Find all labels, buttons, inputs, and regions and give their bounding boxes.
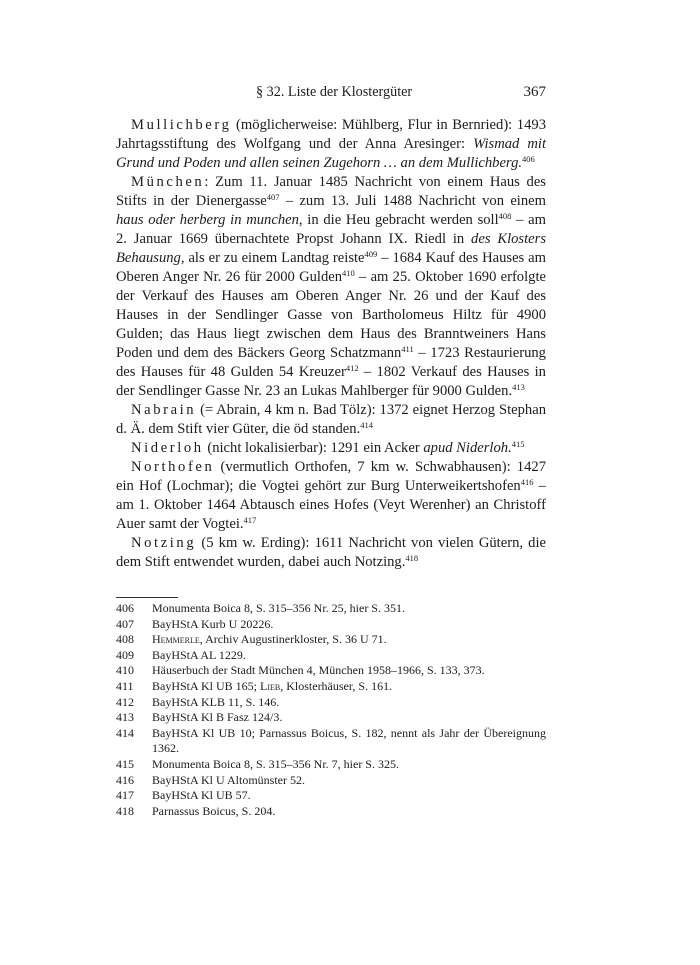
footnote-ref[interactable]: 407 [266,192,280,202]
footnote: 418 Parnassus Boicus, S. 204. [116,803,276,818]
footnote-number: 417 [116,788,134,803]
entry-nabrain: Nabrain (= Abrain, 4 km n. Bad Tölz): 1372 eignet Herzog Stephan d. Ä. dem Stift vier Güter, die öd standen.$^{414}$ [116,402,546,437]
footnote: 409 BayHStA AL 1229. [116,647,246,662]
place-name: Notzing [131,535,197,551]
footnote-ref[interactable]: 409 [364,249,378,259]
footnote-number: 413 [116,710,134,725]
footnote-ref[interactable]: 411 [401,344,414,354]
footnote-ref[interactable]: 416 [520,477,534,487]
footnote-number: 411 [116,678,134,693]
footnote-ref[interactable]: 410 [342,268,355,278]
place-name: München [131,174,205,190]
footnote-number: 407 [116,616,134,631]
page-number: 367 [523,84,546,100]
footnote-number: 406 [116,601,134,615]
footnote-ref[interactable]: 418 [405,553,419,563]
footnote-ref[interactable]: 408 [498,211,512,221]
footnote: 414 BayHStA Kl UB 10; Parnassus Boicus, S. 182, nennt als Jahr der Übereignung 1362. [116,725,546,756]
place-name: Mullichberg [131,117,232,133]
footnote-ref[interactable]: 412 [345,363,359,373]
entry-muenchen: München: Zum 11. Januar 1485 Nachricht von einem Haus des Stifts in der Dienergasse$^{407}$ – zum 13. Juli 1488 Nachricht von einem haus oder herberg in munchen, in die Heu gebracht werden soll$^{408}$ – am 2. Januar 1669 übernachtete Propst Johann IX. Riedl in des Klosters Behausung, als er zu einem Landtag reiste$^{409}$ – 1684 Kauf des Hauses am Oberen Anger Nr. 26 für 2000 Gulden$^{410}$ – am 25. Oktober 1690 erfolgte der Verkauf des Hauses am Oberen Anger Nr. 26 und der Kauf des Hauses in der Sendlinger Gasse von Bartholomeus Hiltz für 4900 Gulden; das Haus liegt zwischen dem Haus des Branntweiners Hans Poden und dem des Bäckers Georg Schatzmann$^{411}$ – 1723 Restaurierung des Hauses für 48 Gulden 54 Kreuzer$^{412}$ – 1802 Verkauf des Hauses in der Sendlinger Gasse Nr. 23 an Lukas Mahlberger für 9000 Gulden.$^{413}$ [116,174,547,399]
footnote-number: 418 [116,803,134,818]
place-name: Nabrain [131,402,197,418]
footnote: 413 BayHStA Kl B Fasz 124/3. [116,710,283,725]
footnote: 410 Häuserbuch der Stadt München 4, München 1958–1966, S. 133, 373. [116,663,485,678]
footnote-number: 409 [116,647,134,662]
footnote: 412 BayHStA KLB 11, S. 146. [116,694,280,709]
footnotes [116,601,546,819]
footnote-ref[interactable]: 406 [522,154,535,164]
place-name: Niderloh [131,440,204,456]
footnote: 417 BayHStA Kl UB 57. [116,788,251,803]
footnote-number: 415 [116,756,134,771]
footnote-ref[interactable]: 415 [511,439,525,449]
footnote: 411 BayHStA Kl UB 165; Lieb, Klosterhäuser, S. 161. [116,678,393,693]
place-name: Northofen [131,459,215,475]
footnote: 415 Monumenta Boica 8, S. 315–356 Nr. 7, hier S. 325. [116,756,399,771]
entry-mullichberg: Mullichberg (möglicherweise: Mühlberg, Flur in Bernried): 1493 Jahrtagsstiftung des Wolfgang und der Anna Aresinger: Wismad mit Grund und Poden und allen seinen Zugehorn … an dem Mullichberg.$^{406}$ [116,117,547,171]
section-title: § 32. Liste der Klostergüter [256,84,413,100]
footnote-number: 408 [116,632,134,647]
footnote-number: 412 [116,694,134,709]
footnote-ref[interactable]: 413 [512,382,525,392]
footnote: 407 BayHStA Kurb U 20226. [116,616,274,631]
footnote-ref[interactable]: 417 [243,515,257,525]
footnote: 406 Monumenta Boica 8, S. 315–356 Nr. 25, hier S. 351. [116,601,405,615]
entry-notzing: Notzing (5 km w. Erding): 1611 Nachricht von vielen Gütern, die dem Stift entwendet wurden, dabei auch Notzing.$^{418}$ [116,535,546,570]
running-header [116,84,546,104]
author-name: Hemmerle [152,632,200,647]
footnote-number: 416 [116,772,134,787]
footnote-number: 410 [116,663,134,678]
footnote-ref[interactable]: 414 [360,420,373,430]
footnote-divider [116,597,178,598]
footnote: 408 Hemmerle, Archiv Augustinerkloster, S. 36 U 71. [116,632,387,647]
author-name: Lieb [260,678,281,693]
entry-northofen: Northofen (vermutlich Orthofen, 7 km w. Schwabhausen): 1427 ein Hof (Lochmar); die Vogtei gehört zur Burg Unterweikertshofen$^{416}$ – am 1. Oktober 1464 Abtausch eines Hofes (Veyt Werenher) an Christoff Auer samt der Vogtei.$^{417}$ [116,459,546,532]
entry-niderloh: Niderloh (nicht lokalisierbar): 1291 ein Acker apud Niderloh.$^{415}$ [131,439,525,456]
main-text [116,116,546,572]
footnote-number: 414 [116,725,134,740]
footnote: 416 BayHStA Kl U Altomünster 52. [116,772,306,787]
